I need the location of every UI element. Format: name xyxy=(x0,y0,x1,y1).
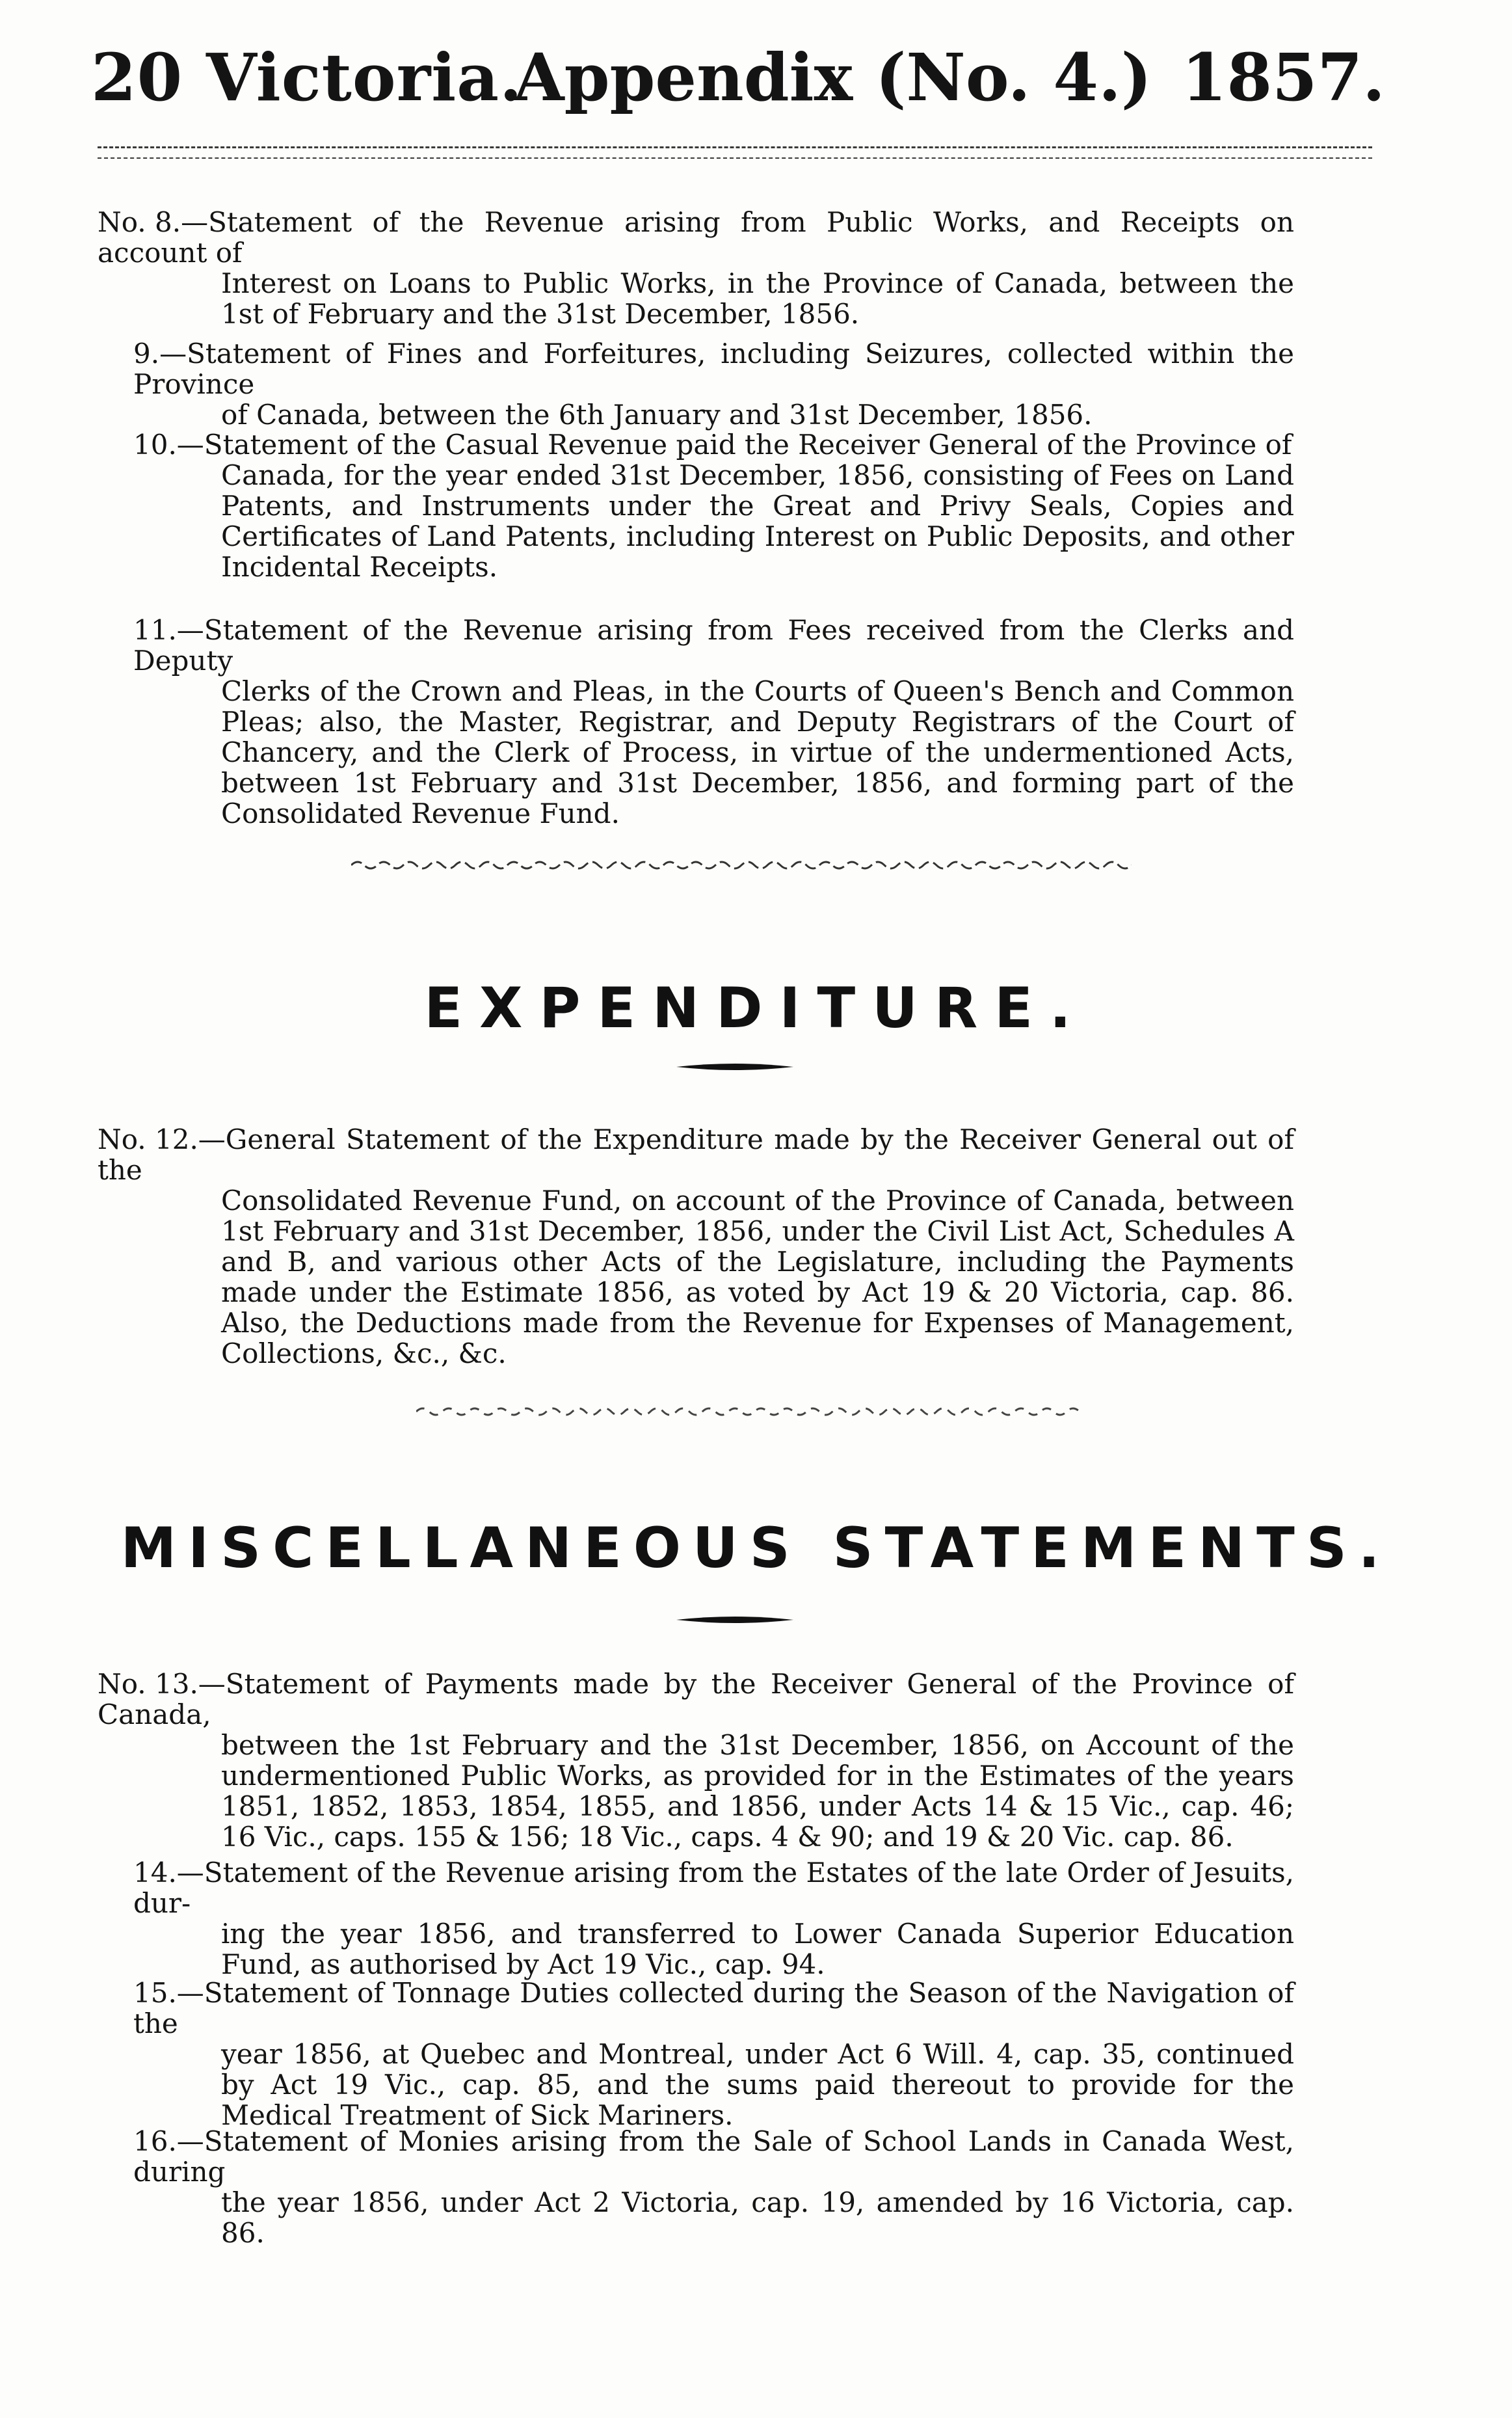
header-rule xyxy=(98,146,1372,148)
statement-number: 11.— xyxy=(133,614,204,646)
statement-text-rest: Canada, for the year ended 31st December, 1856, consisting of Fees on Land Patents, and Instruments under the Great and Privy Seals, Copies and Certificates of Land Patents, including Interest on Public Deposits, and other Incidental Receipts. xyxy=(221,459,1294,583)
statement-text-rest: Consolidated Revenue Fund, on account of the Province of Canada, between 1st February and 31st December, 1856, under the Civil List Act, Schedules A and B, and various other Acts of the Legislature, including the Payments made under the Estimate 1856, as voted by Act 19 & 20 Victoria, cap. 86. Also, the Deductions made from the Revenue for Expenses of Management, Collections, &c., &c. xyxy=(221,1185,1294,1369)
statement-number: No. 12.— xyxy=(98,1123,226,1155)
header-session: 20 Victoria. xyxy=(91,39,523,116)
statement-number: 9.— xyxy=(133,338,187,369)
miscellaneous-item xyxy=(98,1669,1294,1852)
statement-number: 15.— xyxy=(133,1977,204,2009)
statement-text-rest: Interest on Loans to Public Works, in the Province of Canada, between the 1st of February and the 31st December, 1856. xyxy=(221,267,1294,330)
statement-item xyxy=(133,615,1294,829)
statement-number: 14.— xyxy=(133,1857,204,1888)
statement-text-first: Statement of Tonnage Duties collected during the Season of the Navigation of the xyxy=(133,1977,1294,2039)
statement-text-first: Statement of the Casual Revenue paid the Receiver General of the Province of xyxy=(204,429,1292,461)
miscellaneous-title: MISCELLANEOUS STATEMENTS. xyxy=(120,1516,1392,1581)
miscellaneous-item xyxy=(133,1978,1294,2130)
statement-item xyxy=(98,207,1294,329)
statement-text-first: Statement of the Revenue arising from the Estates of the late Order of Jesuits, dur- xyxy=(133,1857,1294,1919)
statement-text-rest: of Canada, between the 6th January and 31st December, 1856. xyxy=(221,399,1093,431)
statement-text-rest: Clerks of the Crown and Pleas, in the Courts of Queen's Bench and Common Pleas; also, the Master, Registrar, and Deputy Registrars of the Court of Chancery, and the Clerk of Process, in virtue of the undermentioned Acts, between 1st February and 31st December, 1856, and forming part of the Consolidated Revenue Fund. xyxy=(221,675,1294,829)
expenditure-title: EXPENDITURE. xyxy=(424,976,1088,1041)
page-header xyxy=(72,26,1385,117)
statement-item xyxy=(133,429,1294,582)
header-year: 1857. xyxy=(1181,39,1385,116)
statement-number: No. 13.— xyxy=(98,1668,226,1700)
wavy-separator xyxy=(351,852,1132,876)
statement-text-first: Statement of the Revenue arising from Public Works, and Receipts on account of xyxy=(98,206,1294,269)
statement-text-rest: year 1856, at Quebec and Montreal, under Act 6 Will. 4, cap. 35, continued by Act 19 Vic., cap. 85, and the sums paid thereout to provide for the Medical Treatment of Sick Mariners. xyxy=(221,2038,1294,2131)
miscellaneous-item xyxy=(133,1857,1294,1980)
expenditure-item xyxy=(98,1124,1294,1369)
statement-text-rest: between the 1st February and the 31st December, 1856, on Account of the undermentioned Public Works, as provided for in the Estimates of the years 1851, 1852, 1853, 1854, 1855, and 1856, under Acts 14 & 15 Vic., cap. 46; 16 Vic., caps. 155 & 156; 18 Vic., caps. 4 & 90; and 19 & 20 Vic. cap. 86. xyxy=(221,1729,1294,1853)
title-ornament xyxy=(676,1610,793,1630)
title-ornament xyxy=(676,1057,793,1077)
statement-number: No. 8.— xyxy=(98,206,209,238)
statement-number: 16.— xyxy=(133,2125,204,2157)
statement-text-first: Statement of Fines and Forfeitures, including Seizures, collected within the Province xyxy=(133,338,1294,400)
miscellaneous-item xyxy=(133,2126,1294,2248)
statement-text-first: General Statement of the Expenditure made by the Receiver General out of the xyxy=(98,1123,1294,1186)
statement-item xyxy=(133,338,1294,430)
statement-text-first: Statement of Payments made by the Receiver General of the Province of Canada, xyxy=(98,1668,1294,1730)
statement-text-rest: ing the year 1856, and transferred to Lower Canada Superior Education Fund, as authorised by Act 19 Vic., cap. 94. xyxy=(221,1918,1294,1980)
header-appendix: Appendix (No. 4.) xyxy=(514,39,1152,116)
statement-text-first: Statement of Monies arising from the Sale of School Lands in Canada West, during xyxy=(133,2125,1294,2188)
statement-text-first: Statement of the Revenue arising from Fees received from the Clerks and Deputy xyxy=(133,614,1294,677)
statement-text-rest: the year 1856, under Act 2 Victoria, cap. 19, amended by 16 Victoria, cap. 86. xyxy=(221,2186,1294,2249)
statement-number: 10.— xyxy=(133,429,204,461)
wavy-separator xyxy=(416,1399,1080,1422)
header-rule-secondary xyxy=(98,157,1372,159)
